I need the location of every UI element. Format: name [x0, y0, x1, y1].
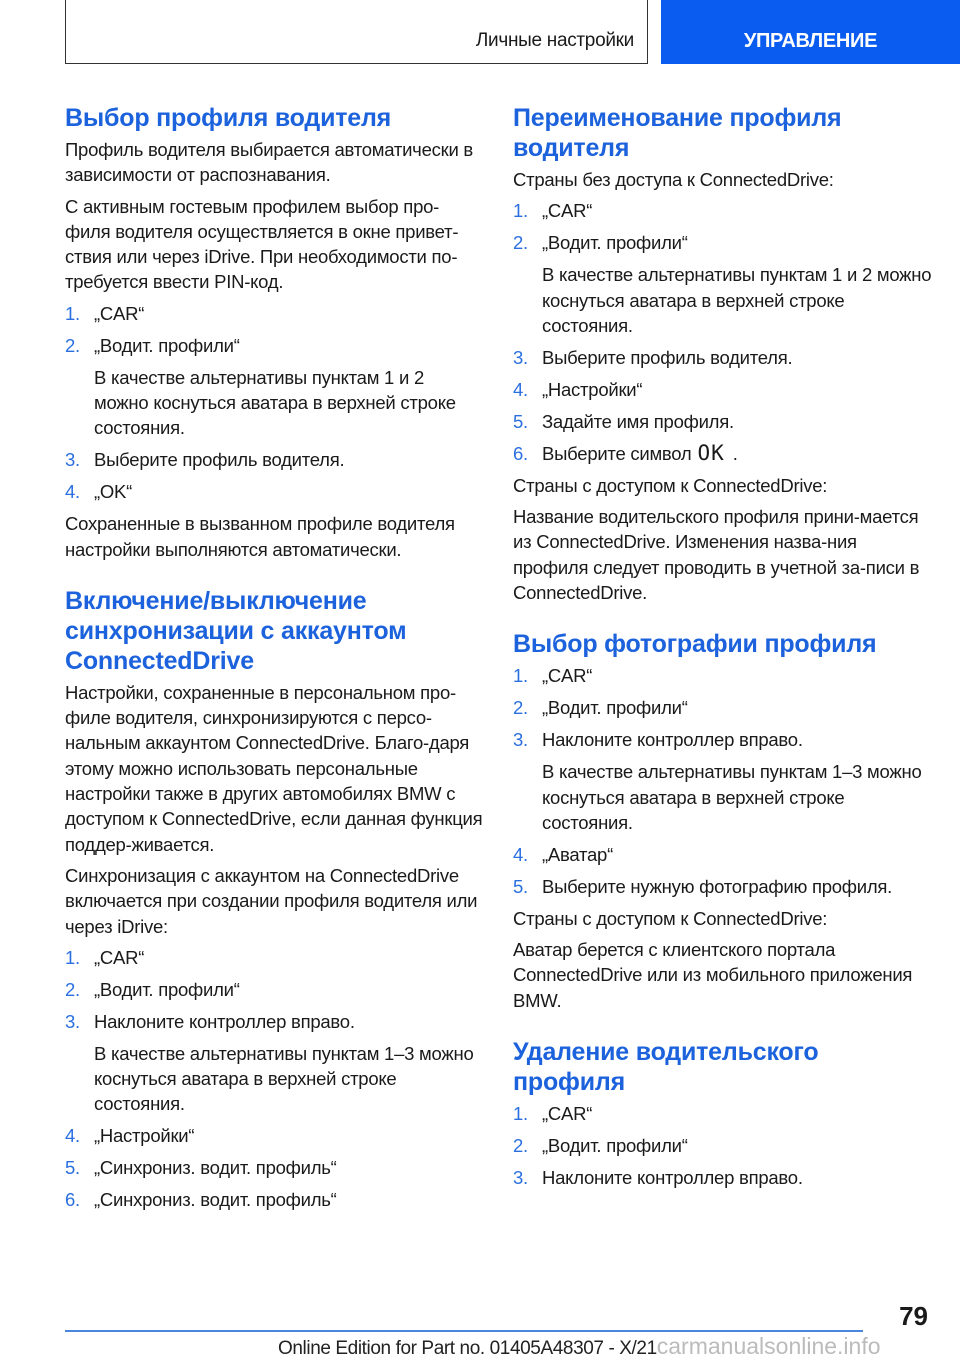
step-text — [94, 1155, 337, 1180]
step-label: „Водит. профили“ — [542, 697, 688, 719]
section-heading: Выбор фотографии профиля — [513, 630, 877, 659]
step-label: „CAR“ — [94, 946, 145, 968]
step-text — [94, 479, 132, 504]
step-text — [94, 977, 240, 1002]
step-number: 1. — [513, 665, 528, 687]
list-item — [65, 945, 483, 970]
step-note: В качестве альтернативы пунктам 1–3 можно коснуться аватара в верхней строке состояния. — [94, 1042, 474, 1115]
step-label: „Аватар“ — [542, 843, 614, 865]
step-text — [542, 230, 688, 255]
step-text — [542, 842, 613, 867]
list-item — [513, 230, 933, 255]
step-number: 5. — [513, 875, 528, 897]
list-item — [65, 333, 483, 358]
footer-divider — [65, 1330, 863, 1332]
step-text — [542, 1133, 688, 1158]
list-item — [65, 1155, 483, 1180]
step-text — [542, 198, 592, 223]
step-text — [542, 1101, 592, 1126]
paragraph: Страны с доступом к ConnectedDrive: — [513, 474, 828, 496]
step-label: Задайте имя профиля. — [542, 410, 734, 432]
step-number: 6. — [513, 442, 528, 464]
list-item — [513, 727, 933, 752]
list-item — [513, 1101, 933, 1126]
step-label: „Настройки“ — [94, 1125, 195, 1147]
edition-text: Online Edition for Part no. 01405A48307 - X/21 — [278, 1338, 657, 1359]
step-label: Выберите нужную фотографию профиля. — [542, 875, 893, 897]
left-column — [65, 103, 483, 1219]
step-text — [542, 695, 688, 720]
list-item — [513, 198, 933, 223]
step-number: 1. — [513, 1102, 528, 1124]
list-item — [513, 874, 933, 899]
step-label: „CAR“ — [542, 200, 593, 222]
step-number: 5. — [513, 410, 528, 432]
paragraph: Настройки, сохраненные в персональном про-филе водителя, синхронизируются с персо-нальным аккаунтом ConnectedDrive. Благо-даря этому можно использовать персональные настройки также в других автомобилях BMW с доступом к ConnectedDrive, если данная функция поддер-живается. — [65, 681, 483, 855]
step-label: Выберите профиль водителя. — [94, 449, 345, 471]
paragraph: С активным гостевым профилем выбор про-филя водителя осуществляется в окне привет-ствия или через iDrive. При необходимости по-требуется ввести PIN-код. — [65, 195, 459, 293]
chapter-title: УПРАВЛЕНИЕ — [743, 30, 878, 52]
step-text — [94, 301, 144, 326]
step-label: „Водит. профили“ — [94, 334, 240, 356]
step-number: 2. — [513, 232, 528, 254]
step-number: 4. — [513, 378, 528, 400]
list-item — [513, 409, 933, 434]
list-item — [65, 1123, 483, 1148]
step-label: „OK“ — [94, 481, 133, 503]
list-item — [513, 377, 933, 402]
step-text — [94, 1123, 194, 1148]
step-label: „Синхрониз. водит. профиль“ — [94, 1189, 337, 1211]
step-number: 2. — [513, 1134, 528, 1156]
list-item — [65, 977, 483, 1002]
step-number: 3. — [65, 1010, 80, 1032]
step-text — [542, 727, 803, 752]
step-text — [542, 874, 892, 899]
list-item — [513, 1165, 933, 1190]
step-number: 3. — [513, 346, 528, 368]
section-heading: Выбор профиля водителя — [65, 104, 392, 132]
step-text — [94, 447, 344, 472]
list-item — [65, 1009, 483, 1034]
step-number: 2. — [513, 697, 528, 719]
list-item — [513, 345, 933, 370]
chapter-tab — [661, 0, 960, 64]
paragraph: Страны без доступа к ConnectedDrive: — [513, 169, 834, 190]
paragraph: Название водительского профиля прини-мается из ConnectedDrive. Изменения назва-ния профиля следует проводить в учетной за-писи в ConnectedDrive. — [513, 506, 920, 603]
step-label: „Синхрониз. водит. профиль“ — [94, 1157, 337, 1179]
step-text — [542, 377, 642, 402]
list-item — [65, 479, 483, 504]
step-text — [94, 1187, 337, 1212]
step-text — [542, 345, 792, 370]
paragraph: Профиль водителя выбирается автоматически в зависимости от распознавания. — [65, 139, 474, 186]
right-column — [513, 103, 933, 1197]
step-label: Наклоните контроллер вправо. — [94, 1010, 355, 1032]
paragraph: Синхронизация с аккаунтом на ConnectedDrive включается при создании профиля водителя или через iDrive: — [65, 864, 478, 937]
step-text — [542, 1165, 803, 1190]
list-item — [65, 447, 483, 472]
section-heading: Удаление водительского профиля — [513, 1037, 819, 1096]
step-note: В качестве альтернативы пунктам 1 и 2 можно коснуться аватара в верхней строке состояния. — [542, 264, 932, 336]
section-title: Личные настройки — [475, 30, 634, 51]
step-text — [542, 663, 592, 688]
step-text — [94, 945, 144, 970]
footer — [278, 1333, 881, 1360]
step-text — [542, 441, 738, 466]
section-heading: Включение/выключение синхронизации с аккаунтом ConnectedDrive — [65, 586, 407, 675]
step-number: 3. — [65, 449, 80, 471]
step-text — [94, 333, 240, 358]
list-item — [65, 1187, 483, 1212]
step-label: „Водит. профили“ — [94, 978, 240, 1000]
step-label: Выберите профиль водителя. — [542, 346, 793, 368]
step-number: 5. — [65, 1157, 80, 1179]
step-text — [94, 1009, 355, 1034]
step-label: Наклоните контроллер вправо. — [542, 1166, 803, 1188]
step-label: „CAR“ — [542, 665, 593, 687]
ok-symbol-icon: OK — [697, 440, 725, 465]
step-number: 2. — [65, 334, 80, 356]
step-number: 4. — [513, 843, 528, 865]
list-item — [513, 842, 933, 867]
step-number: 2. — [65, 978, 80, 1000]
step-number: 4. — [65, 1125, 80, 1147]
step-label: „Водит. профили“ — [542, 1134, 688, 1156]
step-note: В качестве альтернативы пунктам 1 и 2 можно коснуться аватара в верхней строке состояния. — [94, 366, 456, 439]
step-number: 3. — [513, 1166, 528, 1188]
step-number: 3. — [513, 729, 528, 751]
page-number: 79 — [899, 1301, 928, 1331]
paragraph: Страны с доступом к ConnectedDrive: — [513, 907, 828, 929]
step-label: Выберите символ — [542, 442, 692, 464]
paragraph: Аватар берется с клиентского портала ConnectedDrive или из мобильного приложения BMW. — [513, 939, 913, 1011]
step-suffix: . — [732, 442, 738, 464]
step-number: 6. — [65, 1189, 80, 1211]
list-item — [65, 301, 483, 326]
step-label: „CAR“ — [94, 302, 145, 324]
step-number: 1. — [513, 200, 528, 222]
watermark: carmanualsonline.info — [656, 1333, 881, 1359]
section-heading: Переименование профиля водителя — [513, 104, 842, 162]
paragraph: Сохраненные в вызванном профиле водителя настройки выполняются автоматически. — [65, 513, 455, 560]
step-number: 1. — [65, 946, 80, 968]
list-item — [513, 1133, 933, 1158]
step-number: 1. — [65, 302, 80, 324]
step-label: „CAR“ — [542, 1102, 593, 1124]
list-item — [513, 695, 933, 720]
step-number: 4. — [65, 481, 80, 503]
step-label: Наклоните контроллер вправо. — [542, 729, 803, 751]
list-item — [513, 663, 933, 688]
step-note: В качестве альтернативы пунктам 1–3 можно коснуться аватара в верхней строке состояния. — [542, 761, 922, 833]
step-text — [542, 409, 734, 434]
step-label: „Настройки“ — [542, 378, 643, 400]
step-label: „Водит. профили“ — [542, 232, 688, 254]
list-item — [513, 441, 933, 466]
